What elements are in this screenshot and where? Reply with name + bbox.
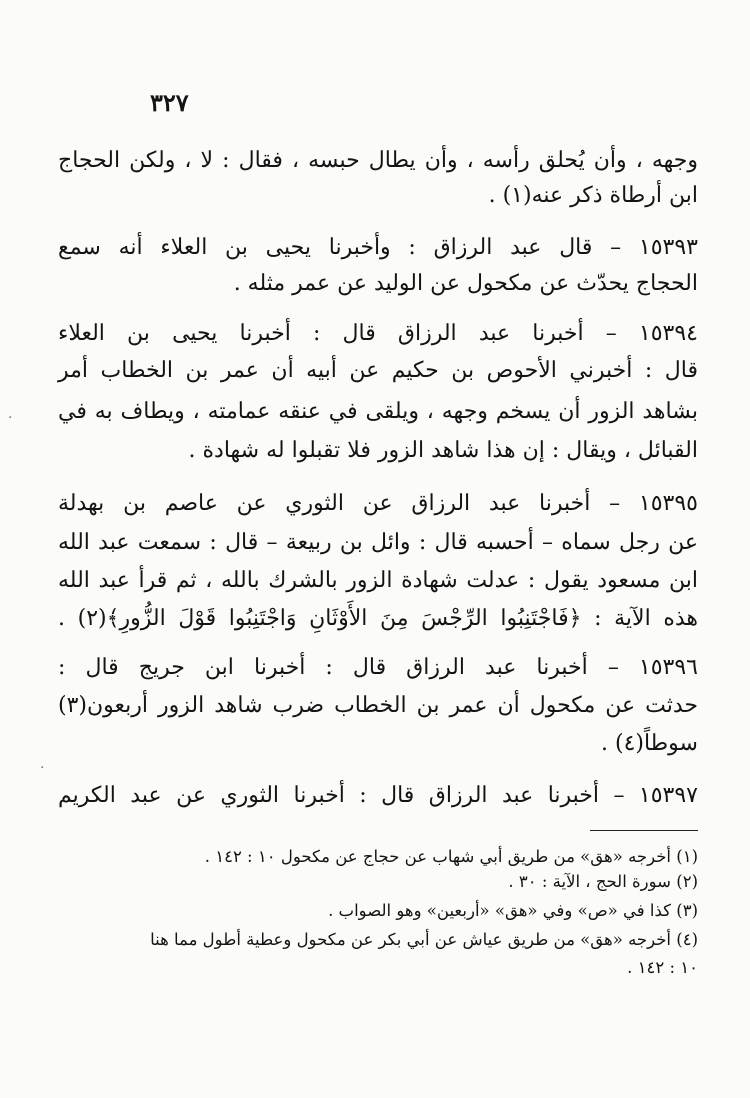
text-line: عن رجل سماه – أحسبه قال : وائل بن ربيعة – قال : سمعت عبد الله xyxy=(58,530,698,555)
footnote: (٣) كذا في «ص» وفي «هق» «أربعين» وهو الصواب . xyxy=(328,901,698,920)
text-line: هذه الآية : ﴿فَاجْتَنِبُوا الرِّجْسَ مِنَ الأَوْثَانِ وَاجْتَنِبُوا قَوْلَ الزُّورِ﴾(٢) . xyxy=(58,606,698,631)
scan-speck: · xyxy=(8,410,13,426)
page-number: ٣٢٧ xyxy=(150,88,189,117)
scan-speck: · xyxy=(40,760,45,776)
text-line: سوطاً(٤) . xyxy=(600,731,698,756)
text-line: ١٥٣٩٤ – أخبرنا عبد الرزاق قال : أخبرنا يحيى بن العلاء xyxy=(58,321,698,346)
footnote: (١) أخرجه «هق» من طريق أبي شهاب عن حجاج عن مكحول ١٠ : ١٤٢ . xyxy=(204,847,698,866)
footnote-divider xyxy=(590,830,698,831)
text-line: ابن أرطاة ذكر عنه(١) . xyxy=(488,183,698,208)
footnote: (٢) سورة الحج ، الآية : ٣٠ . xyxy=(508,872,698,891)
text-line: ١٥٣٩٧ – أخبرنا عبد الرزاق قال : أخبرنا الثوري عن عبد الكريم xyxy=(58,783,698,808)
footnote: (٤) أخرجه «هق» من طريق عياش عن أبي بكر عن مكحول وعطية أطول مما هنا xyxy=(150,930,698,949)
text-line: ١٥٣٩٥ – أخبرنا عبد الرزاق عن الثوري عن عاصم بن بهدلة xyxy=(58,491,698,516)
text-line: ابن مسعود يقول : عدلت شهادة الزور بالشرك بالله ، ثم قرأ عبد الله xyxy=(58,568,698,593)
text-line: وجهه ، وأن يُحلق رأسه ، وأن يطال حبسه ، فقال : لا ، ولكن الحجاج xyxy=(58,148,698,173)
text-line: القبائل ، ويقال : إن هذا شاهد الزور فلا تقبلوا له شهادة . xyxy=(188,438,698,463)
text-line: قال : أخبرني الأحوص بن حكيم عن أبيه أن عمر بن الخطاب أمر xyxy=(58,358,698,383)
text-line: ١٥٣٩٦ – أخبرنا عبد الرزاق قال : أخبرنا ابن جريج قال : xyxy=(58,655,698,680)
text-line: حدثت عن مكحول أن عمر بن الخطاب ضرب شاهد الزور أربعون(٣) xyxy=(58,693,698,718)
text-line: بشاهد الزور أن يسخم وجهه ، ويلقى في عنقه عمامته ، ويطاف به في xyxy=(58,399,698,424)
text-line: ١٥٣٩٣ – قال عبد الرزاق : وأخبرنا يحيى بن العلاء أنه سمع xyxy=(58,235,698,260)
text-line: الحجاج يحدّث عن مكحول عن الوليد عن عمر مثله . xyxy=(233,271,698,296)
footnote: ١٠ : ١٤٢ . xyxy=(627,958,698,977)
